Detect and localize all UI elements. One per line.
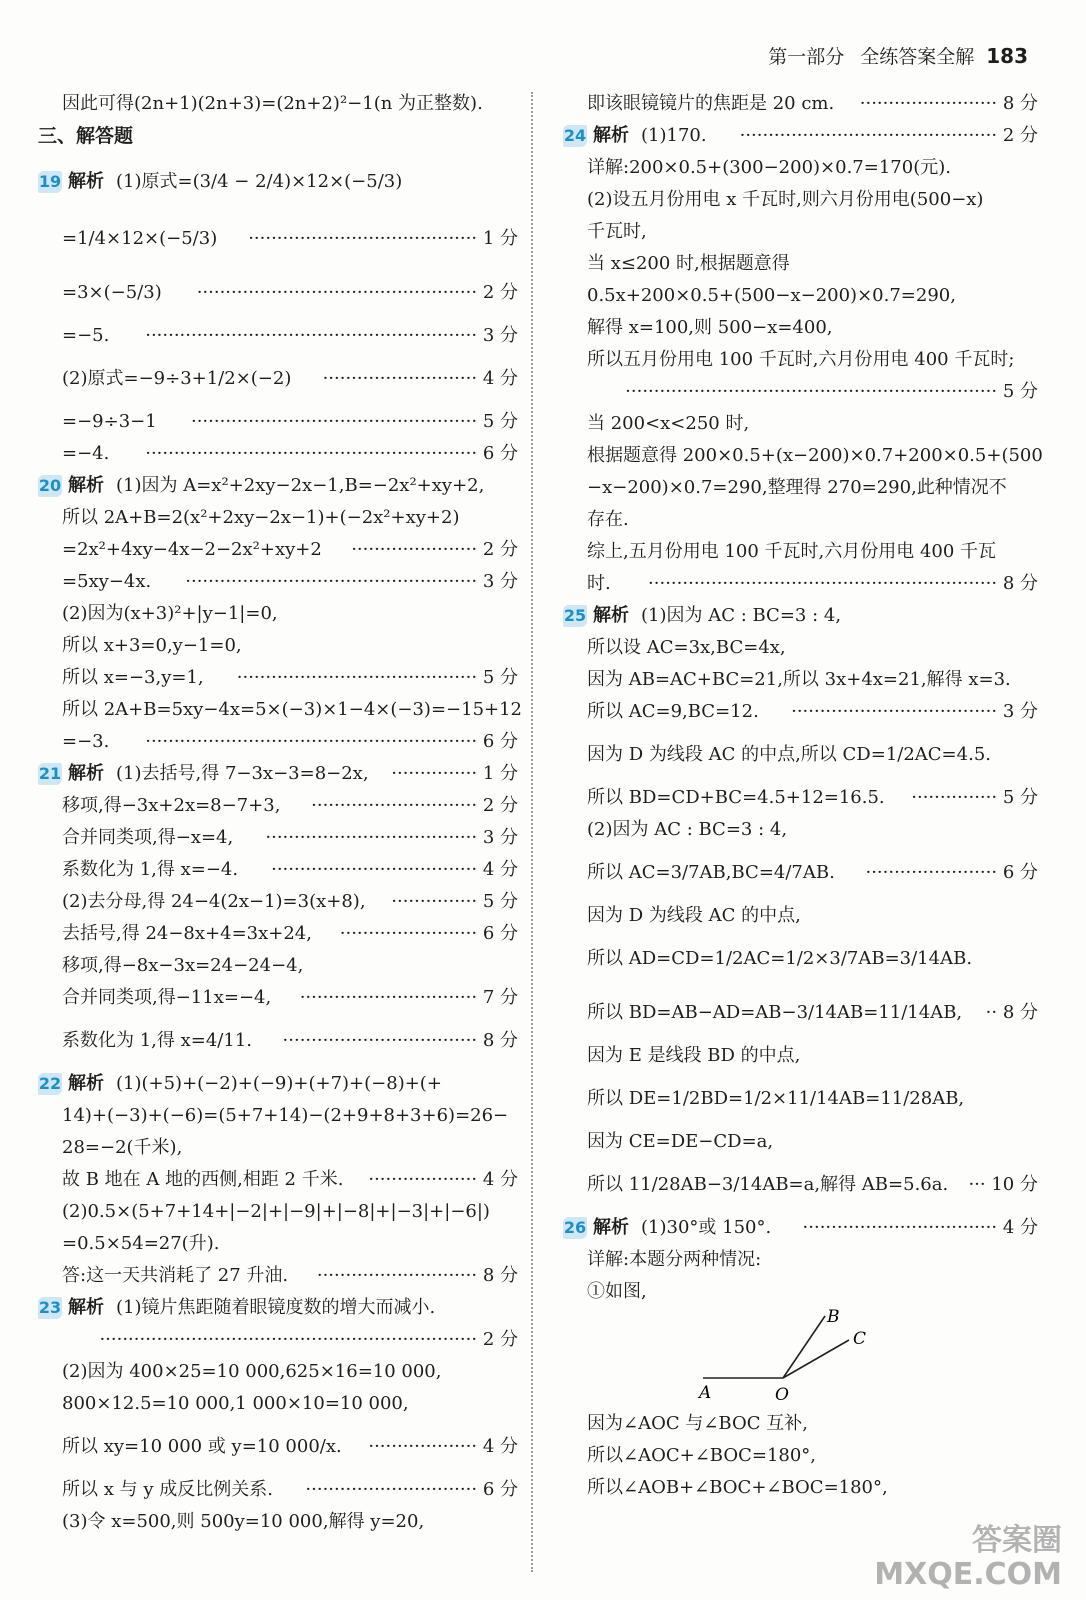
line-text: =0.5×54=27(升). bbox=[62, 1233, 220, 1254]
points-value: 4 分 bbox=[482, 859, 518, 880]
line-text: 所以 11/28AB−3/14AB=a,解得 AB=5.6a. bbox=[587, 1174, 949, 1195]
line-text: (1)镜片焦距随着眼镜度数的增大而减小. bbox=[116, 1297, 436, 1318]
question-number-badge: 26 bbox=[563, 1218, 587, 1237]
solution-line bbox=[563, 1472, 1038, 1504]
line-text: (2)去分母,得 24−4(2x−1)=3(x+8), bbox=[62, 891, 366, 912]
analysis-label: 解析 bbox=[68, 171, 104, 192]
question-21-line bbox=[38, 758, 518, 790]
points-value: 3 分 bbox=[482, 571, 518, 592]
question-24-line bbox=[563, 120, 1038, 152]
line-text: (2)原式=−9÷3+1/2×(−2) bbox=[62, 368, 292, 389]
line-text: 去括号,得 24−8x+4=3x+24, bbox=[62, 923, 312, 944]
line-text: 所以 AD=CD=1/2AC=1/2×3/7AB=3/14AB. bbox=[587, 948, 973, 969]
solution-line bbox=[38, 406, 518, 438]
solution-line bbox=[38, 566, 518, 598]
score-points bbox=[648, 568, 1038, 600]
score-points bbox=[99, 1324, 518, 1356]
solution-line bbox=[38, 694, 523, 726]
solution-line bbox=[563, 184, 1038, 216]
angle-figure bbox=[563, 1308, 1038, 1408]
line-text: −x−200)×0.7=290,整理得 270=290,此种情况不 bbox=[587, 477, 1007, 498]
solution-line bbox=[38, 886, 518, 918]
line-text: 因此可得(2n+1)(2n+3)=(2n+2)²−1(n 为正整数). bbox=[62, 93, 483, 114]
leader-dots: ············································· bbox=[739, 125, 998, 146]
solution-line bbox=[38, 982, 518, 1014]
solution-line bbox=[563, 1072, 1038, 1126]
line-text: 14)+(−3)+(−6)=(5+7+14)−(2+9+8+3+6)=26− bbox=[62, 1105, 509, 1126]
line-text: =−4. bbox=[62, 443, 110, 464]
leader-dots: ······························· bbox=[299, 987, 478, 1008]
solution-line bbox=[38, 438, 518, 470]
line-text: 800×12.5=10 000,1 000×10=10 000, bbox=[62, 1393, 409, 1414]
points-value: 5 分 bbox=[482, 891, 518, 912]
leader-dots: ··················· bbox=[368, 1169, 478, 1190]
leader-dots: ·································· bbox=[282, 1030, 478, 1051]
points-value: 1 分 bbox=[482, 763, 518, 784]
question-25-line bbox=[563, 600, 1038, 632]
leader-dots: ····························································· bbox=[648, 573, 998, 594]
line-text: 所以 BD=CD+BC=4.5+12=16.5. bbox=[587, 787, 885, 808]
analysis-label: 解析 bbox=[593, 125, 629, 146]
line-text: =1/4×12×(−5/3) bbox=[62, 228, 218, 249]
solution-line bbox=[563, 1126, 1038, 1158]
line-text: 存在. bbox=[587, 509, 629, 530]
line-text: (1)因为 AC : BC=3 : 4, bbox=[641, 605, 842, 626]
solution-line bbox=[563, 728, 1038, 782]
points-value: 2 分 bbox=[482, 282, 518, 303]
solution-line bbox=[38, 1388, 518, 1420]
line-text: 合并同类项,得−x=4, bbox=[62, 827, 234, 848]
solution-line bbox=[563, 312, 1038, 344]
score-points bbox=[197, 266, 518, 320]
line-text: 系数化为 1,得 x=4/11. bbox=[62, 1030, 252, 1051]
solution-line bbox=[563, 376, 1038, 408]
solution-line bbox=[38, 918, 518, 950]
analysis-label: 解析 bbox=[593, 1217, 629, 1238]
line-text: 所以 BD=AB−AD=AB−3/14AB=11/14AB, bbox=[587, 1002, 963, 1023]
leader-dots: ··················· bbox=[368, 1436, 478, 1457]
line-text: (1)30°或 150°. bbox=[641, 1217, 772, 1238]
section-heading: 三、解答题 bbox=[38, 125, 134, 147]
line-text: (2)因为(x+3)²+|y−1|=0, bbox=[62, 603, 278, 624]
solution-line bbox=[563, 932, 1038, 986]
solution-line bbox=[563, 814, 1038, 846]
solution-line bbox=[563, 248, 1038, 280]
points-value: 5 分 bbox=[1002, 787, 1038, 808]
solution-line bbox=[38, 1100, 518, 1132]
score-points bbox=[271, 854, 518, 886]
solution-line bbox=[38, 1014, 518, 1068]
header-part: 第一部分 bbox=[768, 46, 845, 68]
leader-dots: ················································· bbox=[196, 282, 478, 303]
line-text: 28=−2(千米), bbox=[62, 1137, 183, 1158]
point-o-label: O bbox=[775, 1385, 789, 1405]
question-number-badge: 20 bbox=[38, 476, 62, 495]
points-value: 1 分 bbox=[482, 228, 518, 249]
line-text: 因为∠AOC 与∠BOC 互补, bbox=[587, 1413, 808, 1434]
points-value: 4 分 bbox=[482, 368, 518, 389]
question-19-line bbox=[38, 152, 518, 212]
line-text: 所以 2A+B=2(x²+2xy−2x−1)+(−2x²+xy+2) bbox=[62, 507, 460, 528]
line-text: =−3. bbox=[62, 731, 110, 752]
points-value: 8 分 bbox=[482, 1265, 518, 1286]
line-text: 移项,得−8x−3x=24−24−4, bbox=[62, 955, 304, 976]
score-points bbox=[145, 320, 518, 352]
line-text: 根据题意得 200×0.5+(x−200)×0.7+200×0.5+(500 bbox=[587, 445, 1043, 466]
line-text: =−5. bbox=[62, 325, 110, 346]
line-text: =5xy−4x. bbox=[62, 571, 152, 592]
solution-line bbox=[563, 152, 1038, 184]
line-text: (1)去括号,得 7−3x−3=8−2x, bbox=[116, 763, 369, 784]
points-value: 4 分 bbox=[1002, 1217, 1038, 1238]
leader-dots: ··············· bbox=[911, 787, 998, 808]
points-value: 6 分 bbox=[482, 731, 518, 752]
line-text: 合并同类项,得−11x=−4, bbox=[62, 987, 272, 1008]
solution-line bbox=[563, 782, 1038, 814]
column-divider bbox=[531, 92, 533, 1572]
solution-line bbox=[38, 534, 518, 566]
solution-line bbox=[38, 662, 518, 694]
points-value: 6 分 bbox=[482, 443, 518, 464]
leader-dots: ·································· bbox=[802, 1217, 998, 1238]
score-points bbox=[391, 886, 518, 918]
line-text: =−9÷3−1 bbox=[62, 411, 157, 432]
score-points bbox=[311, 790, 518, 822]
score-points bbox=[145, 726, 518, 758]
question-number-badge: 22 bbox=[38, 1074, 62, 1093]
points-value: 8 分 bbox=[482, 1030, 518, 1051]
line-text: 所以设 AC=3x,BC=4x, bbox=[587, 637, 786, 658]
points-value: 2 分 bbox=[482, 539, 518, 560]
question-26-line bbox=[563, 1212, 1038, 1244]
solution-line bbox=[38, 630, 518, 662]
solution-line bbox=[563, 664, 1038, 696]
solution-line bbox=[563, 1440, 1038, 1472]
line-text: 答:这一天共消耗了 27 升油. bbox=[62, 1265, 289, 1286]
solution-line bbox=[563, 1040, 1038, 1072]
solution-line bbox=[38, 598, 518, 630]
line-text: 因为 E 是线段 BD 的中点, bbox=[587, 1045, 801, 1066]
question-20-line bbox=[38, 470, 518, 502]
solution-line bbox=[563, 900, 1038, 932]
line-text: 当 200<x<250 时, bbox=[587, 413, 750, 434]
solution-line bbox=[563, 696, 1038, 728]
solution-line bbox=[38, 790, 518, 822]
solution-line bbox=[38, 1324, 518, 1356]
watermark bbox=[874, 1524, 1062, 1592]
leader-dots: ········································ bbox=[248, 228, 478, 249]
score-points bbox=[283, 1014, 518, 1068]
point-a-label: A bbox=[699, 1383, 712, 1403]
solution-line bbox=[563, 568, 1038, 600]
question-23-line bbox=[38, 1292, 518, 1324]
score-points bbox=[145, 438, 518, 470]
solution-line bbox=[563, 440, 1043, 472]
points-value: 6 分 bbox=[482, 923, 518, 944]
points-value: 5 分 bbox=[482, 667, 518, 688]
leader-dots: ··············· bbox=[391, 891, 478, 912]
score-points bbox=[368, 1164, 518, 1196]
leader-dots: ··························· bbox=[322, 368, 478, 389]
solution-line bbox=[38, 1506, 518, 1538]
points-value: 8 分 bbox=[1002, 1002, 1038, 1023]
line-text: 当 x≤200 时,根据题意得 bbox=[587, 253, 790, 274]
line-text: 所以 x 与 y 成反比例关系. bbox=[62, 1479, 273, 1500]
leader-dots: ······················ bbox=[351, 539, 478, 560]
angle-diagram bbox=[563, 1308, 1038, 1408]
solution-line bbox=[563, 1158, 1038, 1212]
score-points bbox=[300, 982, 518, 1014]
line-text: 所以 x=−3,y=1, bbox=[62, 667, 204, 688]
leader-dots: ····························· bbox=[311, 795, 478, 816]
score-points bbox=[865, 846, 1038, 900]
leader-dots: ························ bbox=[339, 923, 478, 944]
line-text: 故 B 地在 A 地的西侧,相距 2 千米. bbox=[62, 1169, 344, 1190]
line-text: 所以 DE=1/2BD=1/2×11/14AB=11/28AB, bbox=[587, 1088, 965, 1109]
line-text: (1)170. bbox=[641, 125, 707, 146]
line-text: 移项,得−3x+2x=8−7+3, bbox=[62, 795, 281, 816]
line-text: (1)(+5)+(−2)+(−9)+(+7)+(−8)+(+ bbox=[116, 1073, 442, 1094]
leader-dots: ·································································· bbox=[99, 1329, 478, 1350]
page-header bbox=[768, 42, 1028, 69]
analysis-label: 解析 bbox=[68, 763, 104, 784]
line-text: (2)因为 AC : BC=3 : 4, bbox=[587, 819, 788, 840]
line-text: (2)因为 400×25=10 000,625×16=10 000, bbox=[62, 1361, 442, 1382]
line-text: 因为 AB=AC+BC=21,所以 3x+4x=21,解得 x=3. bbox=[587, 669, 1011, 690]
watermark-url: MXQE.COM bbox=[874, 1557, 1062, 1592]
question-number-badge: 25 bbox=[563, 606, 587, 625]
solution-line bbox=[38, 1260, 518, 1292]
solution-line bbox=[38, 88, 518, 120]
leader-dots: ·························································· bbox=[145, 325, 478, 346]
points-value: 4 分 bbox=[482, 1436, 518, 1457]
analysis-label: 解析 bbox=[68, 1073, 104, 1094]
line-text: (3)令 x=500,则 500y=10 000,解得 y=20, bbox=[62, 1511, 425, 1532]
score-points bbox=[191, 406, 518, 438]
line-text: 即该眼镜镜片的焦距是 20 cm. bbox=[587, 93, 835, 114]
score-points bbox=[968, 1158, 1038, 1212]
point-b-label: B bbox=[827, 1308, 840, 1327]
header-title: 全练答案全解 bbox=[860, 46, 975, 68]
score-points bbox=[351, 534, 518, 566]
watermark-logo: 答案圈 bbox=[972, 1523, 1062, 1558]
page-number: 183 bbox=[986, 44, 1028, 68]
score-points bbox=[185, 566, 518, 598]
score-points bbox=[740, 120, 1038, 152]
score-points bbox=[625, 376, 1038, 408]
line-text: 解得 x=100,则 500−x=400, bbox=[587, 317, 833, 338]
solution-line bbox=[38, 320, 518, 352]
score-points bbox=[340, 918, 518, 950]
line-text: 所以 2A+B=5xy−4x=5×(−3)×1−4×(−3)=−15+12 bbox=[62, 699, 523, 720]
line-text: 系数化为 1,得 x=−4. bbox=[62, 859, 239, 880]
points-value: 6 分 bbox=[482, 1479, 518, 1500]
question-number-badge: 24 bbox=[563, 126, 587, 145]
solution-line bbox=[563, 1276, 1038, 1308]
points-value: 8 分 bbox=[1002, 573, 1038, 594]
leader-dots: ··················································· bbox=[185, 571, 478, 592]
solution-line bbox=[38, 266, 518, 320]
line-text: 因为 D 为线段 AC 的中点,所以 CD=1/2AC=4.5. bbox=[587, 744, 991, 765]
solution-line bbox=[38, 1132, 518, 1164]
question-22-line bbox=[38, 1068, 518, 1100]
solution-line bbox=[38, 352, 518, 406]
leader-dots: ··· bbox=[968, 1174, 986, 1195]
score-points bbox=[803, 1212, 1038, 1244]
solution-line bbox=[38, 726, 518, 758]
line-text: 综上,五月份用电 100 千瓦时,六月份用电 400 千瓦 bbox=[587, 541, 997, 562]
leader-dots: ···································· bbox=[791, 701, 998, 722]
solution-line bbox=[38, 1228, 518, 1260]
score-points bbox=[317, 1260, 518, 1292]
solution-line bbox=[563, 88, 1038, 120]
line-text: 所以 AC=3/7AB,BC=4/7AB. bbox=[587, 862, 835, 883]
right-column bbox=[563, 88, 1043, 1504]
solution-line bbox=[38, 120, 518, 152]
solution-line bbox=[38, 950, 518, 982]
solution-line bbox=[38, 1356, 518, 1388]
solution-line bbox=[563, 504, 1038, 536]
line-text: 因为 D 为线段 AC 的中点, bbox=[587, 905, 801, 926]
line-text: 时. bbox=[587, 573, 611, 594]
line-text: 详解:200×0.5+(300−200)×0.7=170(元). bbox=[587, 157, 951, 178]
score-points bbox=[986, 986, 1038, 1040]
line-text: 所以五月份用电 100 千瓦时,六月份用电 400 千瓦时; bbox=[587, 349, 1015, 370]
points-value: 2 分 bbox=[1002, 125, 1038, 146]
solution-line bbox=[563, 280, 1038, 312]
points-value: 2 分 bbox=[482, 1329, 518, 1350]
line-text: 0.5x+200×0.5+(500−x−200)×0.7=290, bbox=[587, 285, 956, 306]
solution-line bbox=[563, 1408, 1038, 1440]
question-number-badge: 19 bbox=[38, 172, 62, 191]
solution-line bbox=[563, 632, 1038, 664]
question-number-badge: 23 bbox=[38, 1298, 62, 1317]
score-points bbox=[860, 88, 1038, 120]
score-points bbox=[248, 212, 518, 266]
line-text: 因为 CE=DE−CD=a, bbox=[587, 1131, 774, 1152]
line-text: ①如图, bbox=[587, 1281, 647, 1302]
leader-dots: ··············· bbox=[391, 763, 478, 784]
line-text: 所以∠AOB+∠BOC+∠BOC=180°, bbox=[587, 1477, 888, 1498]
analysis-label: 解析 bbox=[593, 605, 629, 626]
solution-line bbox=[38, 822, 518, 854]
solution-line bbox=[563, 344, 1038, 376]
analysis-label: 解析 bbox=[68, 475, 104, 496]
solution-line bbox=[38, 502, 518, 534]
solution-line bbox=[563, 1244, 1038, 1276]
solution-line bbox=[38, 212, 518, 266]
solution-line bbox=[38, 1196, 518, 1228]
points-value: 3 分 bbox=[482, 325, 518, 346]
point-c-label: C bbox=[853, 1329, 867, 1349]
leader-dots: ···································· bbox=[271, 859, 478, 880]
leader-dots: ························ bbox=[859, 93, 998, 114]
points-value: 3 分 bbox=[1002, 701, 1038, 722]
points-value: 4 分 bbox=[482, 1169, 518, 1190]
solution-line bbox=[38, 854, 518, 886]
analysis-label: 解析 bbox=[68, 1297, 104, 1318]
leader-dots: ···························· bbox=[316, 1265, 478, 1286]
left-column bbox=[38, 88, 523, 1538]
leader-dots: ·························································· bbox=[145, 731, 478, 752]
points-value: 5 分 bbox=[482, 411, 518, 432]
leader-dots: ·· bbox=[985, 1002, 998, 1023]
line-text: (2)设五月份用电 x 千瓦时,则六月份用电(500−x) bbox=[587, 189, 984, 210]
points-value: 7 分 bbox=[482, 987, 518, 1008]
points-value: 5 分 bbox=[1002, 381, 1038, 402]
solution-line bbox=[563, 846, 1038, 900]
leader-dots: ······························ bbox=[305, 1479, 478, 1500]
leader-dots: ·························································· bbox=[145, 443, 478, 464]
leader-dots: ······················· bbox=[865, 862, 998, 883]
score-points bbox=[305, 1474, 518, 1506]
line-text: 千瓦时, bbox=[587, 221, 647, 242]
score-points bbox=[265, 822, 518, 854]
score-points bbox=[911, 782, 1038, 814]
leader-dots: ·········································· bbox=[236, 667, 478, 688]
score-points bbox=[368, 1420, 518, 1474]
solution-line bbox=[563, 536, 1038, 568]
line-text: =2x²+4xy−4x−2−2x²+xy+2 bbox=[62, 539, 322, 560]
leader-dots: ····································· bbox=[265, 827, 478, 848]
line-text: (2)0.5×(5+7+14+|−2|+|−9|+|−8|+|−3|+|−6|) bbox=[62, 1201, 490, 1222]
line-text: =3×(−5/3) bbox=[62, 282, 162, 303]
line-text: 所以 xy=10 000 或 y=10 000/x. bbox=[62, 1436, 342, 1457]
line-text: 详解:本题分两种情况: bbox=[587, 1249, 762, 1270]
score-points bbox=[323, 352, 518, 406]
score-points bbox=[237, 662, 518, 694]
solution-line bbox=[563, 472, 1038, 504]
line-text: 所以 x+3=0,y−1=0, bbox=[62, 635, 242, 656]
line-text: (1)因为 A=x²+2xy−2x−1,B=−2x²+xy+2, bbox=[116, 475, 485, 496]
points-value: 3 分 bbox=[482, 827, 518, 848]
line-text: 所以∠AOC+∠BOC=180°, bbox=[587, 1445, 817, 1466]
solution-line bbox=[563, 986, 1038, 1040]
solution-line bbox=[38, 1420, 518, 1474]
solution-line bbox=[38, 1474, 518, 1506]
solution-line bbox=[563, 216, 1038, 248]
solution-line bbox=[563, 408, 1038, 440]
line-text: 所以 AC=9,BC=12. bbox=[587, 701, 759, 722]
leader-dots: ································································· bbox=[625, 381, 998, 402]
score-points bbox=[391, 758, 518, 790]
points-value: 8 分 bbox=[1002, 93, 1038, 114]
score-points bbox=[791, 696, 1038, 728]
leader-dots: ·················································· bbox=[190, 411, 478, 432]
solution-line bbox=[38, 1164, 518, 1196]
points-value: 2 分 bbox=[482, 795, 518, 816]
points-value: 10 分 bbox=[991, 1174, 1038, 1195]
question-number-badge: 21 bbox=[38, 764, 62, 783]
line-text: (1)原式=(3/4 − 2/4)×12×(−5/3) bbox=[116, 171, 403, 192]
points-value: 6 分 bbox=[1002, 862, 1038, 883]
